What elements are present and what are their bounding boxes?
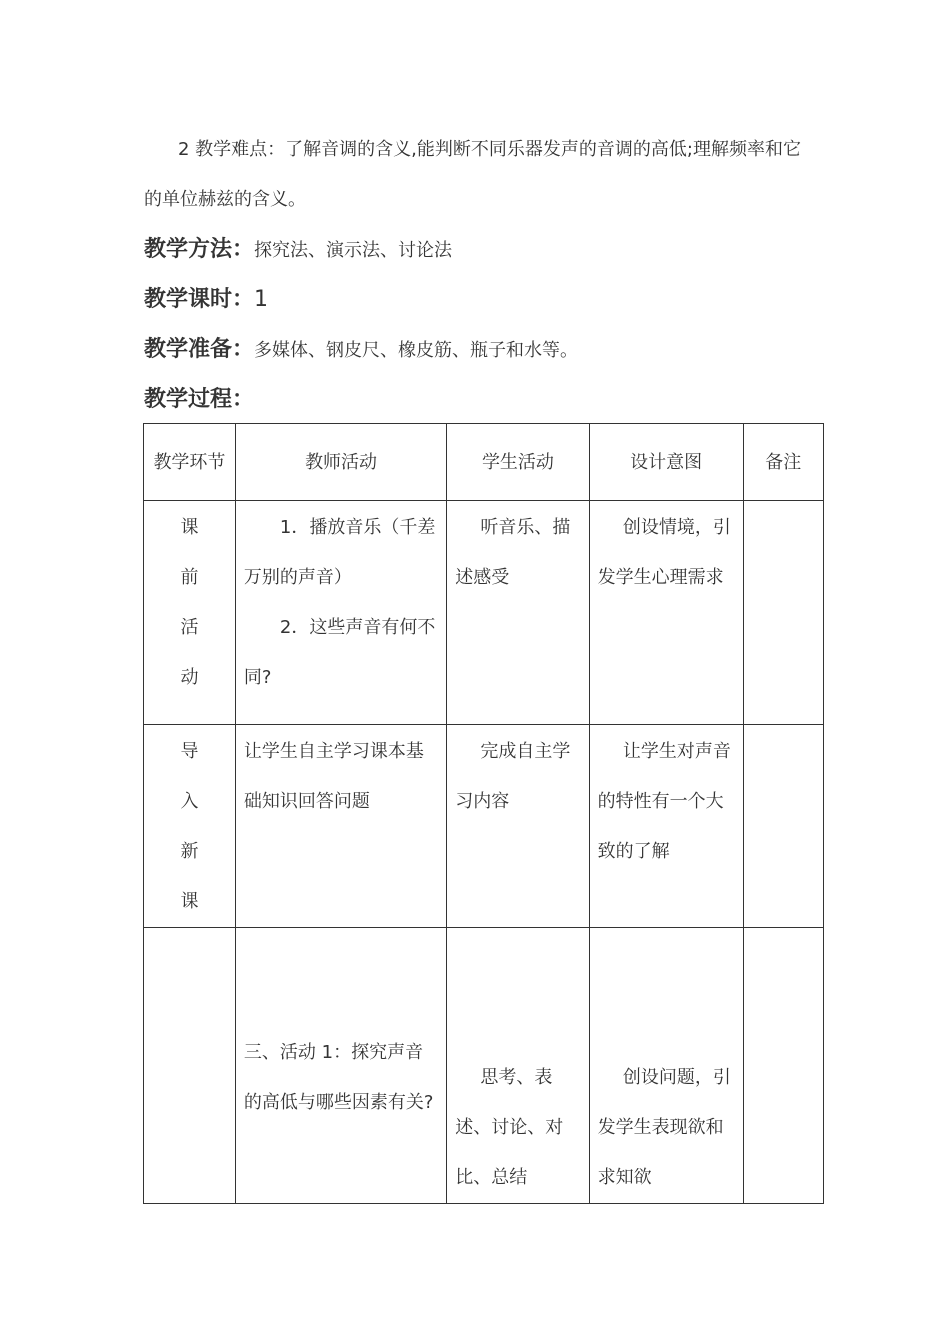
stage-char: 课 xyxy=(180,891,199,912)
process-label: 教学过程： xyxy=(144,387,255,412)
method-line xyxy=(144,232,452,263)
teacher-activity-2: 2．这些声音有何不同? xyxy=(243,617,436,688)
difficulty-paragraph xyxy=(144,125,804,225)
intent-cell: 创设情境，引发学生心理需求 xyxy=(589,501,743,725)
note-cell xyxy=(743,501,823,725)
stage-char: 导 xyxy=(180,741,199,762)
method-label: 教学方法： xyxy=(144,237,255,262)
prep-label: 教学准备： xyxy=(144,337,255,362)
intent-cell: 让学生对声音的特性有一个大致的了解 xyxy=(589,725,743,928)
teacher-cell: 让学生自主学习课本基础知识回答问题 xyxy=(235,725,446,928)
difficulty-text: 2 教学难点：了解音调的含义,能判断不同乐器发声的音调的高低;理解频率和它的单位赫兹的含义。 xyxy=(144,139,801,210)
student-cell: 听音乐、描述感受 xyxy=(447,501,589,725)
stage-char: 动 xyxy=(180,667,199,688)
method-value: 探究法、演示法、讨论法 xyxy=(254,240,453,261)
prep-value: 多媒体、钢皮尺、橡皮筋、瓶子和水等。 xyxy=(254,340,579,361)
stage-cell xyxy=(144,725,236,928)
stage-cell xyxy=(144,928,236,1204)
header-teacher: 教师活动 xyxy=(235,424,446,501)
student-cell: 完成自主学习内容 xyxy=(447,725,589,928)
lesson-process-table xyxy=(143,423,824,1204)
stage-char: 前 xyxy=(180,567,199,588)
header-student: 学生活动 xyxy=(447,424,589,501)
header-note: 备注 xyxy=(743,424,823,501)
stage-char: 新 xyxy=(180,841,199,862)
table-row xyxy=(144,928,824,1204)
hours-line xyxy=(144,282,268,313)
hours-label: 教学课时： xyxy=(144,287,255,312)
prep-line xyxy=(144,332,578,363)
header-stage: 教学环节 xyxy=(144,424,236,501)
stage-char: 课 xyxy=(180,517,199,538)
note-cell xyxy=(743,928,823,1204)
student-cell: 思考、表述、讨论、对比、总结 xyxy=(447,928,589,1204)
teacher-cell: 三、活动 1：探究声音的高低与哪些因素有关? xyxy=(235,928,446,1204)
stage-char: 入 xyxy=(180,791,199,812)
stage-cell xyxy=(144,501,236,725)
note-cell xyxy=(743,725,823,928)
intent-cell: 创设问题，引发学生表现欲和求知欲 xyxy=(589,928,743,1204)
table-header-row xyxy=(144,424,824,501)
process-line xyxy=(144,382,254,413)
header-intent: 设计意图 xyxy=(589,424,743,501)
table-row xyxy=(144,725,824,928)
hours-value: 1 xyxy=(254,287,269,312)
stage-char: 活 xyxy=(180,617,199,638)
teacher-cell xyxy=(235,501,446,725)
teacher-activity-1: 1．播放音乐（千差万别的声音） xyxy=(243,517,436,588)
table-row xyxy=(144,501,824,725)
